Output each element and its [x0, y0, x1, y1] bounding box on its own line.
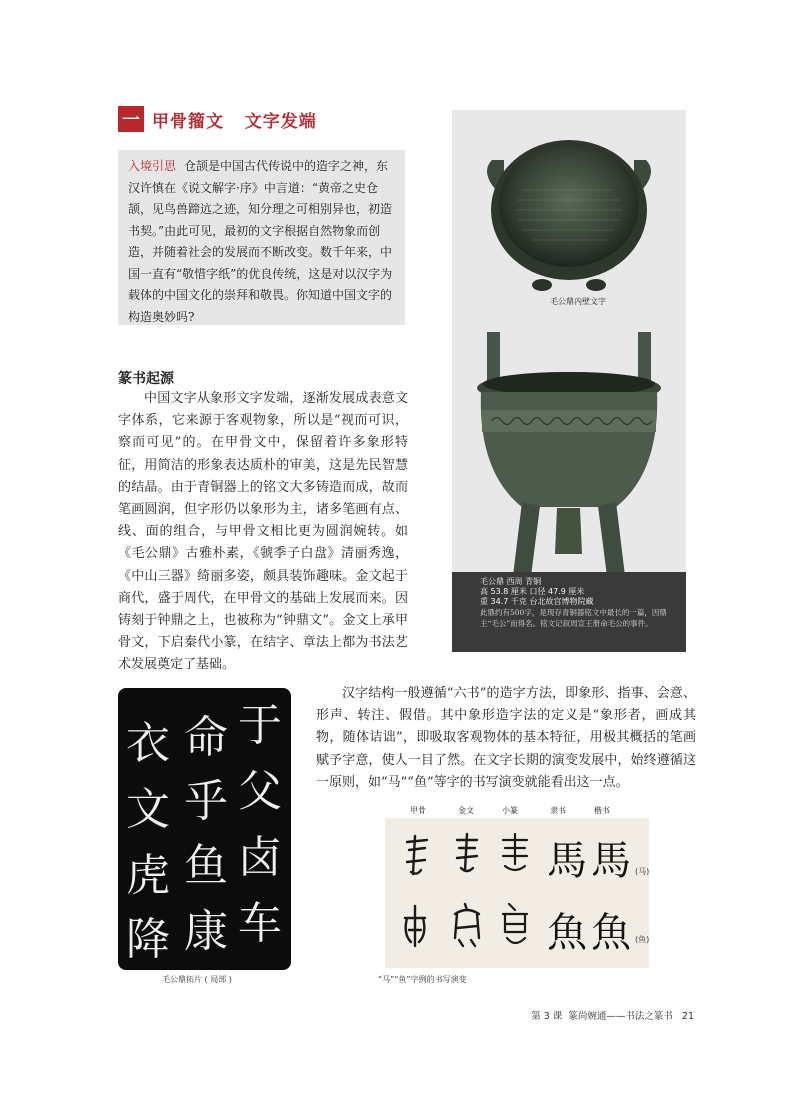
oracle-yu-glyph: [405, 906, 425, 946]
seal-ma-glyph: [503, 834, 527, 870]
evolution-header: 楷书: [594, 806, 610, 815]
section-title: [118, 106, 317, 132]
liushu-paragraph: 汉字结构一般遵循“六书”的造字方法，即象形、指事、会意、形声、转注、假借。其中象形造字法的定义是“象形者，画成其物，随体诘诎”，即吸取客观物体的基本特征，用极其概括的笔画赋予字意，使人一目了然。在文字长期的演变发展中，始终遵循这一原则，如“马”“鱼”等字的书写演变就能看出这一点。: [316, 686, 696, 790]
ding-interior-photo: [452, 130, 686, 300]
ma-label: (马): [635, 867, 649, 876]
rubbing-glyphs: [118, 688, 291, 970]
regular-ma-glyph: 馬: [591, 838, 631, 884]
rubbing-glyph: 康: [184, 906, 228, 957]
rubbing-glyph: 于: [238, 700, 282, 751]
intro-label: 入境引思: [128, 159, 177, 173]
yu-label: (鱼): [635, 935, 649, 944]
bronze-yu-glyph: [455, 904, 479, 946]
section-number: 一: [118, 106, 144, 132]
ding-caption-line2: 高 53.8 厘米 口径 47.9 厘米: [480, 587, 585, 596]
evolution-header: 小篆: [502, 806, 518, 815]
ding-note: 此鼎约有500字，是现存青铜器铭文中最长的一篇，因鼎主“毛公”而得名。铭文记叙周宣王册命毛公的事件。: [480, 608, 667, 628]
rubbing-glyph: 鱼: [184, 840, 228, 891]
evolution-panel: [385, 818, 649, 968]
evolution-header: 甲骨: [410, 806, 426, 815]
photo-panel: [452, 110, 686, 652]
bowl-caption: 毛公鼎内壁文字: [550, 297, 606, 306]
oracle-ma-glyph: [407, 836, 427, 874]
clerical-ma-glyph: 馬: [547, 838, 587, 884]
bronze-ma-glyph: [457, 834, 477, 871]
rubbing-glyph: 降: [126, 914, 170, 965]
intro-text: 仓颉是中国古代传说中的造字之神，东汉许慎在《说文解字·序》中言道：“黄帝之史仓颉，见鸟兽蹄迒之迹，知分理之可相别异也，初造书契。”由此可见，最初的文字根据自然物象而创造，并随着社会的发展而不断改变。数千年来，中国一直有“敬惜字纸”的优良传统，这是对以汉字为载体的中国文化的崇拜和敬畏。你知道中国文字的构造奥妙吗?: [128, 159, 393, 324]
evolution-header: 隶书: [550, 806, 566, 815]
rubbing-glyph: 虎: [126, 850, 170, 901]
ding-caption-line1: 毛公鼎 西周 青铜: [480, 577, 542, 586]
section-heading: 甲骨籀文 文字发端: [152, 111, 317, 132]
rubbing-glyph: 衣: [126, 718, 170, 769]
regular-yu-glyph: 魚: [591, 910, 631, 956]
intro-box: [118, 150, 405, 325]
evolution-header: 金文: [458, 806, 474, 815]
origin-paragraph: 中国文字从象形文字发端，逐渐发展成表意文字体系，它来源于客观物象，所以是“视而可识，察而可见”的。在甲骨文中，保留着许多象形特征，用简洁的形象表达质朴的审美，这是先民智慧的结晶。由于青铜器上的铭文大多铸造而成，故而笔画圆润，但字形仍以象形为主，诸多笔画有点、线、面的组合，与甲骨文相比更为圆润婉转。如《毛公鼎》古雅朴素，《虢季子白盘》清丽秀逸，《中山三器》绮丽多姿，颇具装饰趣味。金文起于商代，盛于周代，在甲骨文的基础上发展而来。因铸刻于钟鼎之上，也被称为“钟鼎文”。金文上承甲骨文，下启秦代小篆，在结字、章法上都为书法艺术发展奠定了基础。: [118, 391, 408, 673]
rubbing-image: [118, 688, 291, 970]
rubbing-glyph: 文: [126, 784, 170, 835]
evolution-glyphs: [385, 818, 649, 968]
rubbing-glyph: 车: [238, 898, 282, 949]
ding-caption-line3: 重 34.7 千克 台北故宫博物院藏: [480, 597, 594, 606]
rubbing-glyph: 乎: [184, 776, 228, 827]
rubbing-glyph: 命: [184, 712, 228, 763]
rubbing-caption: 毛公鼎拓片 ( 局部 ): [162, 975, 232, 984]
ding-caption: [480, 577, 676, 629]
rubbing-glyph: 卤: [238, 832, 282, 883]
origin-heading: 篆书起源: [118, 371, 174, 387]
evolution-headers: [388, 805, 648, 817]
seal-yu-glyph: [503, 904, 527, 943]
evolution-caption: “马”“鱼”字例的书写演变: [378, 975, 467, 984]
clerical-yu-glyph: 魚: [547, 910, 587, 956]
rubbing-glyph: 父: [238, 766, 282, 817]
page-footer: 第 3 课 篆尚婉通——书法之篆书 21: [531, 1011, 694, 1022]
